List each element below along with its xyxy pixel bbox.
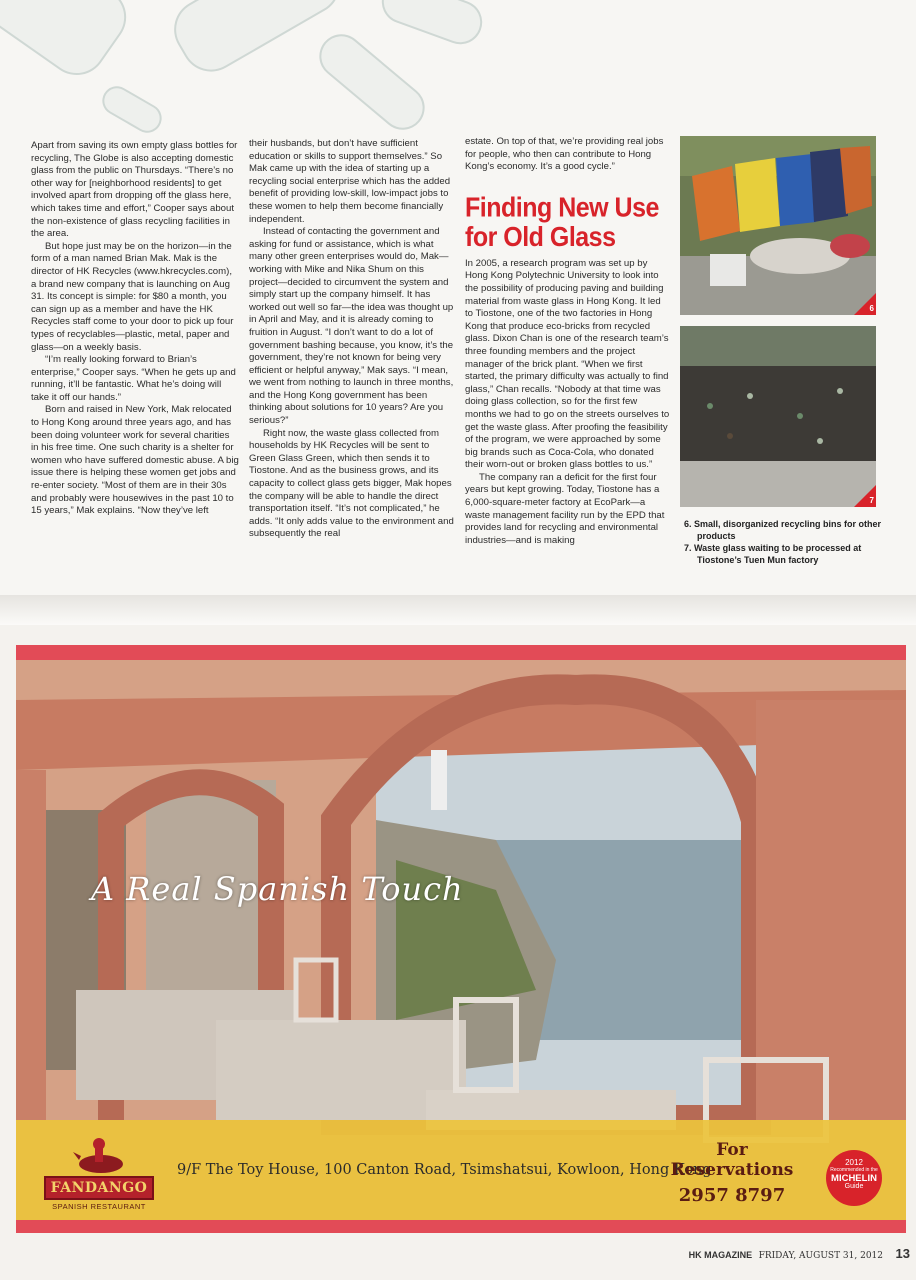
glass-bottle-decoration: [163, 0, 351, 83]
recycling-bins-image: [680, 136, 876, 315]
page-fold: [0, 595, 916, 625]
fandango-logo: [44, 1130, 154, 1210]
paragraph: estate. On top of that, we’re providing real jobs for people, who then can contribute to Hong Kong’s economy. It’s a good cycle.”: [465, 136, 664, 173]
paragraph: In 2005, a research program was set up by Hong Kong Polytechnic University to look into the possibility of producing paving and building material from waste glass in Hong Kong. It led to Tiostone, one of the two factories in Hong Kong that produce eco-bricks from recycled glass. Dixon Chan is one of the research team’s three founding members and the project manager of the brick plant. “When we first started, the primary difficulty was actually to find glass,” Chan recalls. “Nobody at that time was doing glass collection, so for the first few months we had to go on the streets ourselves to get the waste glass. After proofing the feasibility of the program, we were approached by some big brands such as Coca-Cola, who donated their worn-out or broken glass bottles to us.”: [465, 257, 670, 471]
headline-line: for Old Glass: [465, 221, 616, 253]
glass-bottle-decoration: [310, 25, 433, 138]
photo-recycling-bins: [680, 136, 876, 315]
paragraph: Instead of contacting the government and asking for fund or assistance, which is what many other green enterprises would do, Mak—working with Mike and Nika Shum on this project—decided to circumvent the system and simply start up the company himself. It has worked out well so far—the idea was thought up in April and May, and it is already coming to fruition in August. “I don’t want to do a lot of government bashing because, you know, it’s the government, they’re not known for being very efficient or helpful anyway,” Mak says. “I mean, we went from nothing to launch in three months, and the Hong Kong government has been thinking about solutions for 10 years? Are you serious?”: [249, 226, 454, 427]
article-page: [0, 0, 916, 595]
page-number: 13: [895, 1246, 910, 1261]
section-headline: [465, 193, 670, 252]
bull-rider-icon: [69, 1130, 129, 1174]
page-footer: [600, 1246, 910, 1261]
glass-bottle-decoration: [376, 0, 489, 50]
magazine-name: HK MAGAZINE: [688, 1250, 753, 1260]
paragraph: But hope just may be on the horizon—in the form of a man named Brian Mak. Mak is the director of HK Recycles (www.hkrecycles.com), a brand new company that is launching on Aug 31. Its concept is simple: for $80 a month, you can sign up as a member and have the HK Recycles staff come to your door to pick up four types of recyclables—plastic, metal, paper and glass—on a weekly basis.: [31, 240, 234, 353]
paragraph: their husbands, but don’t have sufficient education or skills to support themselves.” So Mak came up with the idea of starting up a recycling social enterprise which has the added benefit of providing low-skill, low-impact jobs to these women to help them become financially independent.: [249, 138, 451, 225]
waste-glass-image: [680, 326, 876, 507]
michelin-badge: [826, 1150, 882, 1206]
michelin-text: Recommended in the: [830, 1167, 878, 1173]
reservations-block: [652, 1140, 812, 1206]
michelin-guide: Guide: [844, 1183, 864, 1190]
photo-waste-glass: [680, 326, 876, 507]
restaurant-advertisement: [16, 645, 906, 1233]
logo-subtitle: SPANISH RESTAURANT: [52, 1202, 146, 1211]
caption: 7. Waste glass waiting to be processed at Tiostone’s Tuen Mun factory: [684, 543, 862, 565]
logo-wordmark: FANDANGO: [44, 1176, 154, 1200]
issue-date: FRIDAY, AUGUST 31, 2012: [758, 1251, 884, 1261]
ad-tagline: A Real Spanish Touch: [91, 870, 464, 908]
michelin-year: 2012: [845, 1158, 863, 1167]
headline-line: Finding New Use: [465, 191, 659, 223]
photo-captions: [684, 518, 884, 566]
article-column-3: [465, 136, 670, 547]
michelin-name: MICHELIN: [831, 1173, 877, 1184]
paragraph: “I’m really looking forward to Brian’s enterprise,” Cooper says. “When he gets up and running, it’ll be fantastic. What he’s doing will take it off our hands.”: [31, 354, 236, 403]
caption: 6. Small, disorganized recycling bins for other products: [684, 519, 882, 541]
restaurant-address: 9/F The Toy House, 100 Canton Road, Tsimshatsui, Kowloon, Hong Kong: [177, 1162, 712, 1178]
paragraph: Apart from saving its own empty glass bottles for recycling, The Globe is also accepting domestic glass from the public on Thursdays. “There’s no other way for [neighborhood residents] to get involved apart from dropping off the glass here, which takes time and effort,” Cooper says about the non-existence of glass recycling facilities in the area.: [31, 140, 238, 240]
reservations-label: For Reservations: [670, 1140, 794, 1180]
article-column-1: [31, 140, 239, 518]
photo-number-badge: 6: [854, 293, 876, 315]
glass-bottle-decoration: [97, 81, 167, 138]
ad-info-bar: [16, 1120, 906, 1220]
paragraph: Born and raised in New York, Mak relocated to Hong Kong around three years ago, and has been doing volunteer work for several charities in his free time. One such charity is a shelter for women who have suffered domestic abuse. A big issue there is helping these women get jobs and re-enter society. “Most of them are in their 30s and probably were housewives in the past 10 to 15 years,” Mak explains. “Now they’ve left: [31, 404, 239, 517]
article-column-2: [249, 138, 454, 541]
ad-artwork: [16, 660, 906, 1220]
paragraph: Right now, the waste glass collected from households by HK Recycles will be sent to Green Glass Green, which then sends it to Tiostone. And as the business grows, and its capacity to collect glass gets bigger, Mak hopes the company will be able to handle the direct transportation itself. “It’s not complicated,” he adds. “It only adds value to the environment and subsequently the real: [249, 427, 454, 540]
paragraph: The company ran a deficit for the first four years but kept growing. Today, Tiostone has a 6,000-square-meter factory at EcoPark—a waste management facility run by the EPD that provides land for recycling and environmental industries—and is making: [465, 471, 665, 546]
reservations-phone: 2957 8797: [678, 1185, 786, 1206]
photo-number-badge: 7: [854, 485, 876, 507]
glass-bottle-decoration: [0, 0, 138, 87]
